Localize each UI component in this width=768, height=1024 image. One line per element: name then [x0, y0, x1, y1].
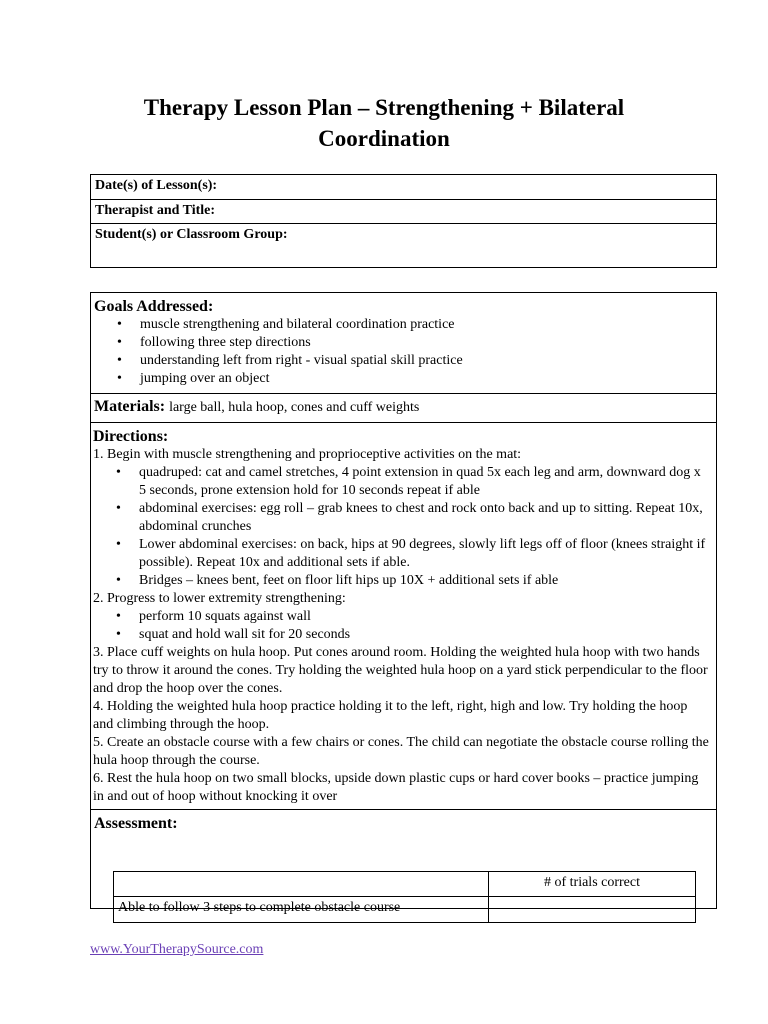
step-1-list: [93, 464, 716, 590]
step-1-item: • quadruped: cat and camel stretches, 4 point extension in quad 5x each leg and arm, downward dog x 5 seconds, prone extension hold for 10 seconds repeat if able: [93, 464, 716, 500]
title-line-2: Coordination: [318, 126, 450, 151]
direction-step-1: 1. Begin with muscle strengthening and proprioceptive activities on the mat:: [93, 447, 522, 462]
step-1-item: • Lower abdominal exercises: on back, hips at 90 degrees, slowly lift legs off of floor (knees straight if possible). Repeat 10x and additional sets if able.: [93, 536, 716, 572]
page-title: [90, 92, 678, 154]
step-2-item: • squat and hold wall sit for 20 seconds: [93, 626, 716, 644]
goal-item: • jumping over an object: [94, 370, 716, 388]
assessment-table: [113, 871, 696, 923]
lesson-info-table: [90, 174, 717, 268]
dates-label: Date(s) of Lesson(s):: [91, 175, 716, 200]
goal-item: • following three step directions: [94, 334, 716, 352]
goal-item: • muscle strengthening and bilateral coordination practice: [94, 316, 716, 334]
step-2-list: [93, 608, 716, 644]
therapist-label: Therapist and Title:: [91, 200, 716, 224]
step-2-item: • perform 10 squats against wall: [93, 608, 716, 626]
assessment-section: [91, 810, 716, 915]
materials-section: [91, 394, 716, 423]
assessment-header-blank: [114, 872, 489, 897]
trials-correct-cell[interactable]: [489, 897, 695, 922]
direction-step-4: 4. Holding the weighted hula hoop practice holding it to the left, right, high and low. Try holding the hoop and climbing through the hoop.: [93, 699, 688, 732]
goal-item: • understanding left from right - visual spatial skill practice: [94, 352, 716, 370]
website-link[interactable]: www.YourTherapySource.com: [90, 942, 264, 957]
title-line-1: Therapy Lesson Plan – Strengthening + Bilateral: [143, 95, 625, 120]
students-label: Student(s) or Classroom Group:: [95, 227, 288, 242]
step-1-item: • Bridges – knees bent, feet on floor lift hips up 10X + additional sets if able: [93, 572, 716, 590]
direction-step-6: 6. Rest the hula hoop on two small blocks, upside down plastic cups or hard cover books – practice jumping in and out of hoop without knocking it over: [93, 771, 699, 804]
directions-heading: Directions:: [93, 428, 169, 445]
direction-step-2: 2. Progress to lower extremity strengthening:: [93, 591, 346, 606]
directions-section: [91, 423, 716, 810]
goals-section: [91, 293, 716, 394]
trials-correct-header: # of trials correct: [489, 872, 695, 897]
goals-heading: Goals Addressed:: [94, 298, 214, 315]
direction-step-5: 5. Create an obstacle course with a few chairs or cones. The child can negotiate the obstacle course rolling the hula hoop through the course.: [93, 735, 709, 768]
step-1-item: • abdominal exercises: egg roll – grab knees to chest and rock onto back and up to sitting. Repeat 10x, abdominal crunches: [93, 500, 716, 536]
assessment-row-label: Able to follow 3 steps to complete obstacle course: [114, 897, 489, 922]
assessment-heading: Assessment:: [94, 815, 178, 832]
goals-list: [94, 316, 716, 388]
lesson-plan-table: [90, 292, 717, 915]
materials-text: large ball, hula hoop, cones and cuff weights: [169, 400, 420, 415]
direction-step-3: 3. Place cuff weights on hula hoop. Put cones around room. Holding the weighted hula hoop with two hands try to throw it around the cones. Try holding the weighted hula hoop on a yard stick perpendicular to the floor and drop the hoop over the cones.: [93, 645, 708, 696]
materials-label: Materials:: [94, 398, 166, 415]
